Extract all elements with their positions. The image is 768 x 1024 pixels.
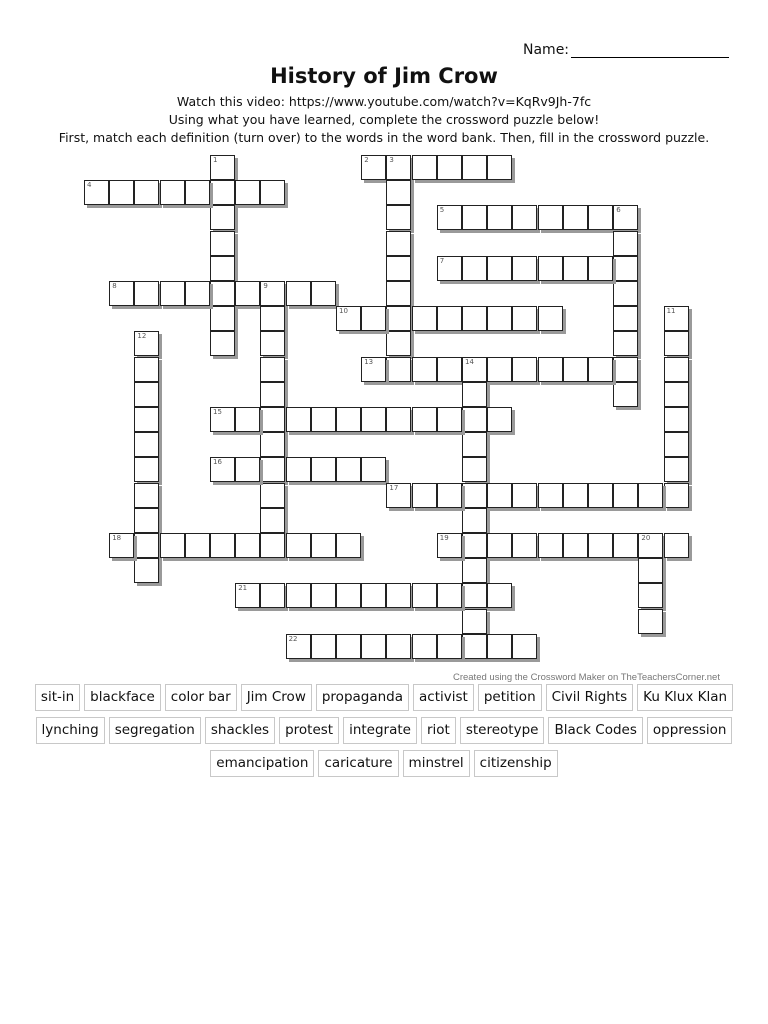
crossword-cell[interactable] (336, 306, 361, 331)
crossword-cell[interactable] (260, 407, 285, 432)
word-bank-item: Ku Klux Klan (637, 684, 733, 711)
word-bank-item: shackles (205, 717, 275, 744)
crossword-cell[interactable] (437, 533, 462, 558)
crossword-cell[interactable] (235, 281, 260, 306)
crossword-cell[interactable] (462, 508, 487, 533)
crossword-cell[interactable] (563, 533, 588, 558)
word-bank-item: Civil Rights (546, 684, 634, 711)
crossword-cell[interactable] (588, 533, 613, 558)
crossword-cell[interactable] (210, 231, 235, 256)
word-bank-item: minstrel (403, 750, 470, 777)
crossword-cell[interactable] (336, 583, 361, 608)
crossword-cell[interactable] (134, 558, 159, 583)
word-bank (0, 684, 768, 783)
crossword-cell[interactable] (563, 357, 588, 382)
clue-number: 16 (213, 458, 222, 467)
crossword-cell[interactable] (538, 357, 563, 382)
crossword-cell[interactable] (563, 205, 588, 230)
crossword-cell[interactable] (638, 558, 663, 583)
crossword-cell[interactable] (210, 256, 235, 281)
crossword-cell[interactable] (487, 205, 512, 230)
crossword-cell[interactable] (437, 407, 462, 432)
crossword-cell[interactable] (260, 533, 285, 558)
crossword-cell[interactable] (260, 583, 285, 608)
crossword-cell[interactable] (613, 357, 638, 382)
crossword-cell[interactable] (664, 533, 689, 558)
crossword-cell[interactable] (412, 583, 437, 608)
crossword-cell[interactable] (260, 382, 285, 407)
crossword-cell[interactable] (386, 407, 411, 432)
crossword-cell[interactable] (235, 180, 260, 205)
crossword-cell[interactable] (260, 180, 285, 205)
crossword-cell[interactable] (487, 256, 512, 281)
crossword-cell[interactable] (210, 281, 235, 306)
crossword-cell[interactable] (613, 331, 638, 356)
crossword-cell[interactable] (487, 483, 512, 508)
crossword-cell[interactable] (84, 180, 109, 205)
clue-number: 10 (339, 307, 348, 316)
crossword-cell[interactable] (437, 483, 462, 508)
crossword-cell[interactable] (664, 407, 689, 432)
crossword-cell[interactable] (210, 306, 235, 331)
crossword-cell[interactable] (487, 634, 512, 659)
crossword-cell[interactable] (311, 634, 336, 659)
word-bank-item: stereotype (460, 717, 545, 744)
crossword-cell[interactable] (664, 331, 689, 356)
clue-number: 19 (439, 534, 449, 542)
crossword-cell[interactable] (361, 306, 386, 331)
clue-number: 9 (263, 282, 268, 290)
crossword-cell[interactable] (260, 331, 285, 356)
crossword-cell[interactable] (185, 281, 210, 306)
crossword-cell[interactable] (462, 609, 487, 634)
crossword-cell[interactable] (361, 155, 386, 180)
crossword-cell[interactable] (487, 583, 512, 608)
word-bank-item: activist (413, 684, 474, 711)
crossword-cell[interactable] (361, 457, 386, 482)
word-bank-item: lynching (36, 717, 105, 744)
word-bank-item: Jim Crow (241, 684, 312, 711)
crossword-cell[interactable] (336, 457, 361, 482)
crossword-cell[interactable] (386, 306, 411, 331)
crossword-cell[interactable] (386, 357, 411, 382)
clue-number: 4 (87, 181, 92, 190)
crossword-cell[interactable] (386, 231, 411, 256)
crossword-cell[interactable] (134, 407, 159, 432)
clue-number: 22 (288, 634, 298, 643)
name-label: Name: (523, 42, 570, 58)
crossword-cell[interactable] (134, 357, 159, 382)
crossword-cell[interactable] (336, 634, 361, 659)
crossword-cell[interactable] (210, 331, 235, 356)
crossword-cell[interactable] (437, 583, 462, 608)
crossword-cell[interactable] (134, 382, 159, 407)
crossword-cell[interactable] (210, 457, 235, 482)
clue-number: 20 (641, 534, 651, 542)
crossword-cell[interactable] (563, 483, 588, 508)
word-bank-row (0, 717, 768, 744)
crossword-cell[interactable] (512, 634, 537, 659)
word-bank-item: caricature (318, 750, 398, 777)
crossword-cell[interactable] (260, 457, 285, 482)
crossword-cell[interactable] (638, 609, 663, 634)
crossword-cell[interactable] (487, 155, 512, 180)
clue-number: 15 (213, 408, 222, 416)
crossword-cell[interactable] (613, 231, 638, 256)
crossword-cell[interactable] (412, 483, 437, 508)
credit-line: Created using the Crossword Maker on TheTeachersCorner.net (452, 672, 720, 683)
clue-number: 8 (112, 282, 117, 290)
crossword-cell[interactable] (588, 205, 613, 230)
crossword-cell[interactable] (462, 155, 487, 180)
word-bank-item: blackface (84, 684, 161, 711)
crossword-cell[interactable] (437, 634, 462, 659)
word-bank-row (0, 684, 768, 711)
crossword-cell[interactable] (361, 583, 386, 608)
crossword-cell[interactable] (311, 583, 336, 608)
crossword-cell[interactable] (638, 583, 663, 608)
clue-number: 3 (389, 156, 394, 164)
crossword-cell[interactable] (311, 281, 336, 306)
crossword-cell[interactable] (260, 306, 285, 331)
crossword-cell[interactable] (336, 533, 361, 558)
crossword-cell[interactable] (664, 357, 689, 382)
clue-number: 13 (364, 357, 374, 366)
crossword-cell[interactable] (437, 155, 462, 180)
crossword-cell[interactable] (462, 558, 487, 583)
clue-number: 7 (439, 256, 445, 265)
crossword-cell[interactable] (437, 256, 462, 281)
crossword-cell[interactable] (613, 483, 638, 508)
crossword-cell[interactable] (462, 357, 487, 382)
crossword-cell[interactable] (210, 180, 235, 205)
crossword-cell[interactable] (109, 281, 134, 306)
clue-number: 6 (616, 206, 621, 215)
crossword-cell[interactable] (235, 457, 260, 482)
crossword-cell[interactable] (437, 205, 462, 230)
crossword-cell[interactable] (462, 457, 487, 482)
crossword-cell[interactable] (386, 281, 411, 306)
crossword-cell[interactable] (462, 483, 487, 508)
crossword-cell[interactable] (462, 306, 487, 331)
word-bank-item: Black Codes (548, 717, 642, 744)
crossword-cell[interactable] (538, 533, 563, 558)
word-bank-item: segregation (109, 717, 201, 744)
crossword-cell[interactable] (664, 382, 689, 407)
crossword-cell[interactable] (538, 256, 563, 281)
clue-number: 14 (465, 357, 474, 366)
crossword-cell[interactable] (386, 483, 411, 508)
crossword-cell[interactable] (462, 533, 487, 558)
instruction-complete: Using what you have learned, complete the crossword puzzle below! (168, 112, 600, 127)
crossword-cell[interactable] (462, 205, 487, 230)
crossword-cell[interactable] (462, 583, 487, 608)
crossword-cell[interactable] (109, 533, 134, 558)
crossword-cell[interactable] (512, 256, 537, 281)
crossword-cell[interactable] (613, 281, 638, 306)
clue-number: 12 (137, 332, 147, 341)
crossword-cell[interactable] (412, 155, 437, 180)
crossword-cell[interactable] (185, 180, 210, 205)
crossword-cell[interactable] (613, 533, 638, 558)
crossword-cell[interactable] (613, 256, 638, 281)
crossword-cell[interactable] (412, 407, 437, 432)
crossword-cell[interactable] (260, 281, 285, 306)
crossword-cell[interactable] (462, 256, 487, 281)
crossword-cell[interactable] (512, 533, 537, 558)
crossword-cell[interactable] (386, 583, 411, 608)
crossword-cell[interactable] (386, 634, 411, 659)
page-title: History of Jim Crow (270, 64, 498, 88)
crossword-cell[interactable] (311, 457, 336, 482)
crossword-cell[interactable] (210, 533, 235, 558)
crossword-cell[interactable] (386, 155, 411, 180)
crossword-cell[interactable] (664, 483, 689, 508)
crossword-cell[interactable] (462, 634, 487, 659)
crossword-cell[interactable] (437, 306, 462, 331)
crossword-cell[interactable] (134, 533, 159, 558)
crossword-cell[interactable] (512, 205, 537, 230)
crossword-cell[interactable] (462, 407, 487, 432)
crossword-cell[interactable] (286, 457, 311, 482)
crossword-cell[interactable] (286, 533, 311, 558)
crossword-cell[interactable] (412, 634, 437, 659)
clue-number: 1 (213, 156, 218, 164)
crossword-cell[interactable] (538, 483, 563, 508)
crossword-cell[interactable] (588, 256, 613, 281)
crossword-cell[interactable] (462, 432, 487, 457)
crossword-cell[interactable] (134, 432, 159, 457)
word-bank-row (0, 750, 768, 777)
crossword-cell[interactable] (260, 483, 285, 508)
crossword-cell[interactable] (160, 533, 185, 558)
crossword-cell[interactable] (386, 205, 411, 230)
word-bank-item: protest (279, 717, 339, 744)
crossword-cell[interactable] (160, 281, 185, 306)
clue-number: 21 (238, 584, 248, 593)
crossword-cell[interactable] (588, 483, 613, 508)
clue-number: 11 (666, 307, 676, 316)
crossword-cell[interactable] (664, 457, 689, 482)
crossword-cell[interactable] (160, 180, 185, 205)
crossword-cell[interactable] (134, 180, 159, 205)
crossword-cell[interactable] (361, 357, 386, 382)
crossword-cell[interactable] (538, 306, 563, 331)
clue-number: 5 (439, 206, 445, 215)
clue-number: 17 (389, 483, 399, 492)
crossword-cell[interactable] (386, 256, 411, 281)
crossword-cell[interactable] (134, 508, 159, 533)
crossword-cell[interactable] (588, 357, 613, 382)
crossword-cell[interactable] (210, 205, 235, 230)
word-bank-item: emancipation (210, 750, 314, 777)
crossword-cell[interactable] (185, 533, 210, 558)
crossword-cell[interactable] (361, 407, 386, 432)
crossword-cell[interactable] (109, 180, 134, 205)
crossword-cell[interactable] (260, 357, 285, 382)
crossword-cell[interactable] (512, 357, 537, 382)
crossword-cell[interactable] (386, 331, 411, 356)
word-bank-item: petition (478, 684, 542, 711)
crossword-cell[interactable] (311, 407, 336, 432)
crossword-cell[interactable] (286, 634, 311, 659)
crossword-cell[interactable] (437, 357, 462, 382)
crossword-cell[interactable] (134, 331, 159, 356)
word-bank-item: oppression (647, 717, 733, 744)
crossword-cell[interactable] (487, 533, 512, 558)
crossword-cell[interactable] (487, 306, 512, 331)
word-bank-item: integrate (343, 717, 417, 744)
word-bank-item: color bar (165, 684, 237, 711)
clue-number: 18 (112, 534, 122, 542)
crossword-cell[interactable] (134, 457, 159, 482)
crossword-cell[interactable] (210, 155, 235, 180)
crossword-cell[interactable] (462, 382, 487, 407)
crossword-cell[interactable] (512, 483, 537, 508)
crossword-cell[interactable] (613, 382, 638, 407)
crossword-cell[interactable] (412, 357, 437, 382)
crossword-cell[interactable] (613, 306, 638, 331)
crossword-cell[interactable] (664, 306, 689, 331)
crossword-cell[interactable] (638, 533, 663, 558)
crossword-cell[interactable] (336, 407, 361, 432)
word-bank-item: riot (421, 717, 456, 744)
crossword-cell[interactable] (361, 634, 386, 659)
word-bank-item: propaganda (316, 684, 409, 711)
crossword-cell[interactable] (286, 407, 311, 432)
crossword-cell[interactable] (386, 180, 411, 205)
crossword-cell[interactable] (235, 407, 260, 432)
crossword-cell[interactable] (235, 533, 260, 558)
crossword-cell[interactable] (260, 432, 285, 457)
crossword-cell[interactable] (134, 483, 159, 508)
crossword-cell[interactable] (286, 583, 311, 608)
word-bank-item: citizenship (474, 750, 558, 777)
crossword-cell[interactable] (512, 306, 537, 331)
crossword-cell[interactable] (638, 483, 663, 508)
clue-number: 2 (364, 156, 369, 164)
crossword-cell[interactable] (286, 281, 311, 306)
crossword-cell[interactable] (235, 583, 260, 608)
crossword-cell[interactable] (563, 256, 588, 281)
crossword-cell[interactable] (487, 407, 512, 432)
crossword-cell[interactable] (311, 533, 336, 558)
crossword-cell[interactable] (664, 432, 689, 457)
instruction-video: Watch this video: https://www.youtube.com/watch?v=KqRv9Jh-7fc (176, 94, 592, 109)
crossword-cell[interactable] (210, 407, 235, 432)
instruction-match: First, match each definition (turn over) to the words in the word bank. Then, fill in the crossword puzzle. (58, 130, 710, 145)
crossword-cell[interactable] (260, 508, 285, 533)
crossword-cell[interactable] (538, 205, 563, 230)
crossword-cell[interactable] (613, 205, 638, 230)
crossword-cell[interactable] (412, 306, 437, 331)
crossword-cell[interactable] (487, 357, 512, 382)
word-bank-item: sit-in (35, 684, 80, 711)
crossword-cell[interactable] (134, 281, 159, 306)
